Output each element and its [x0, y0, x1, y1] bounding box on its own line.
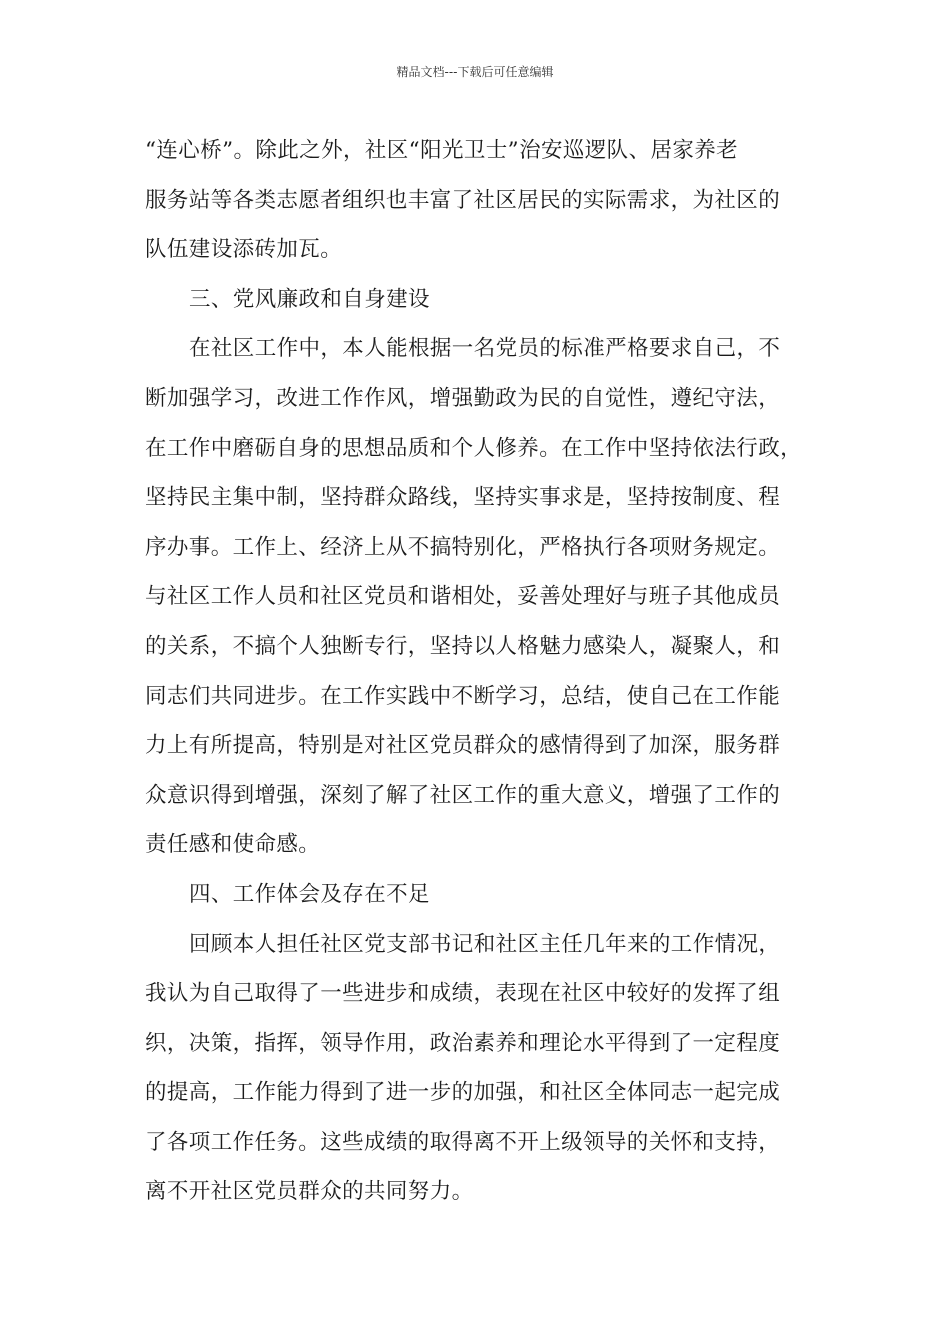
text-line: 的关系，不搞个人独断专行，坚持以人格魅力感染人，凝聚人，和: [145, 633, 781, 659]
text-line: 队伍建设添砖加瓦。: [145, 237, 343, 263]
text-line: 离不开社区党员群众的共同努力。: [145, 1179, 474, 1205]
text-line: 服务站等各类志愿者组织也丰富了社区居民的实际需求，为社区的: [145, 187, 781, 213]
text-line: 我认为自己取得了一些进步和成绩，表现在社区中较好的发挥了组: [145, 981, 781, 1007]
page-header: 精品文档---下载后可任意编辑: [396, 65, 554, 79]
text-line: 的提高，工作能力得到了进一步的加强，和社区全体同志一起完成: [145, 1080, 781, 1106]
text-line: 织，决策，指挥，领导作用，政治素养和理论水平得到了一定程度: [145, 1030, 781, 1056]
text-line: 在工作中磨砺自身的思想品质和个人修养。在工作中坚持依法行政，: [145, 435, 803, 461]
text-line: 在社区工作中，本人能根据一名党员的标准严格要求自己，不: [189, 336, 781, 362]
text-line: 坚持民主集中制，坚持群众路线，坚持实事求是，坚持按制度、程: [145, 485, 781, 511]
section-heading: 四、工作体会及存在不足: [189, 881, 430, 907]
text-line: 序办事。工作上、经济上从不搞特别化，严格执行各项财务规定。: [145, 534, 781, 560]
document-body: [145, 126, 825, 1217]
text-line: “连心桥”。除此之外，社区“阳光卫士”治安巡逻队、居家养老: [145, 138, 739, 163]
text-line: 与社区工作人员和社区党员和谐相处，妥善处理好与班子其他成员: [145, 584, 781, 610]
text-line: 回顾本人担任社区党支部书记和社区主任几年来的工作情况，: [189, 931, 781, 957]
text-line: 断加强学习，改进工作作风，增强勤政为民的自觉性，遵纪守法，: [145, 385, 781, 411]
text-line: 力上有所提高，特别是对社区党员群众的感情得到了加深，服务群: [145, 733, 781, 759]
text-line: 了各项工作任务。这些成绩的取得离不开上级领导的关怀和支持，: [145, 1129, 781, 1155]
text-line: 众意识得到增强，深刻了解了社区工作的重大意义，增强了工作的: [145, 782, 781, 808]
section-heading: 三、党风廉政和自身建设: [189, 286, 430, 312]
text-line: 同志们共同进步。在工作实践中不断学习，总结，使自己在工作能: [145, 683, 781, 709]
text-line: 责任感和使命感。: [145, 832, 321, 858]
